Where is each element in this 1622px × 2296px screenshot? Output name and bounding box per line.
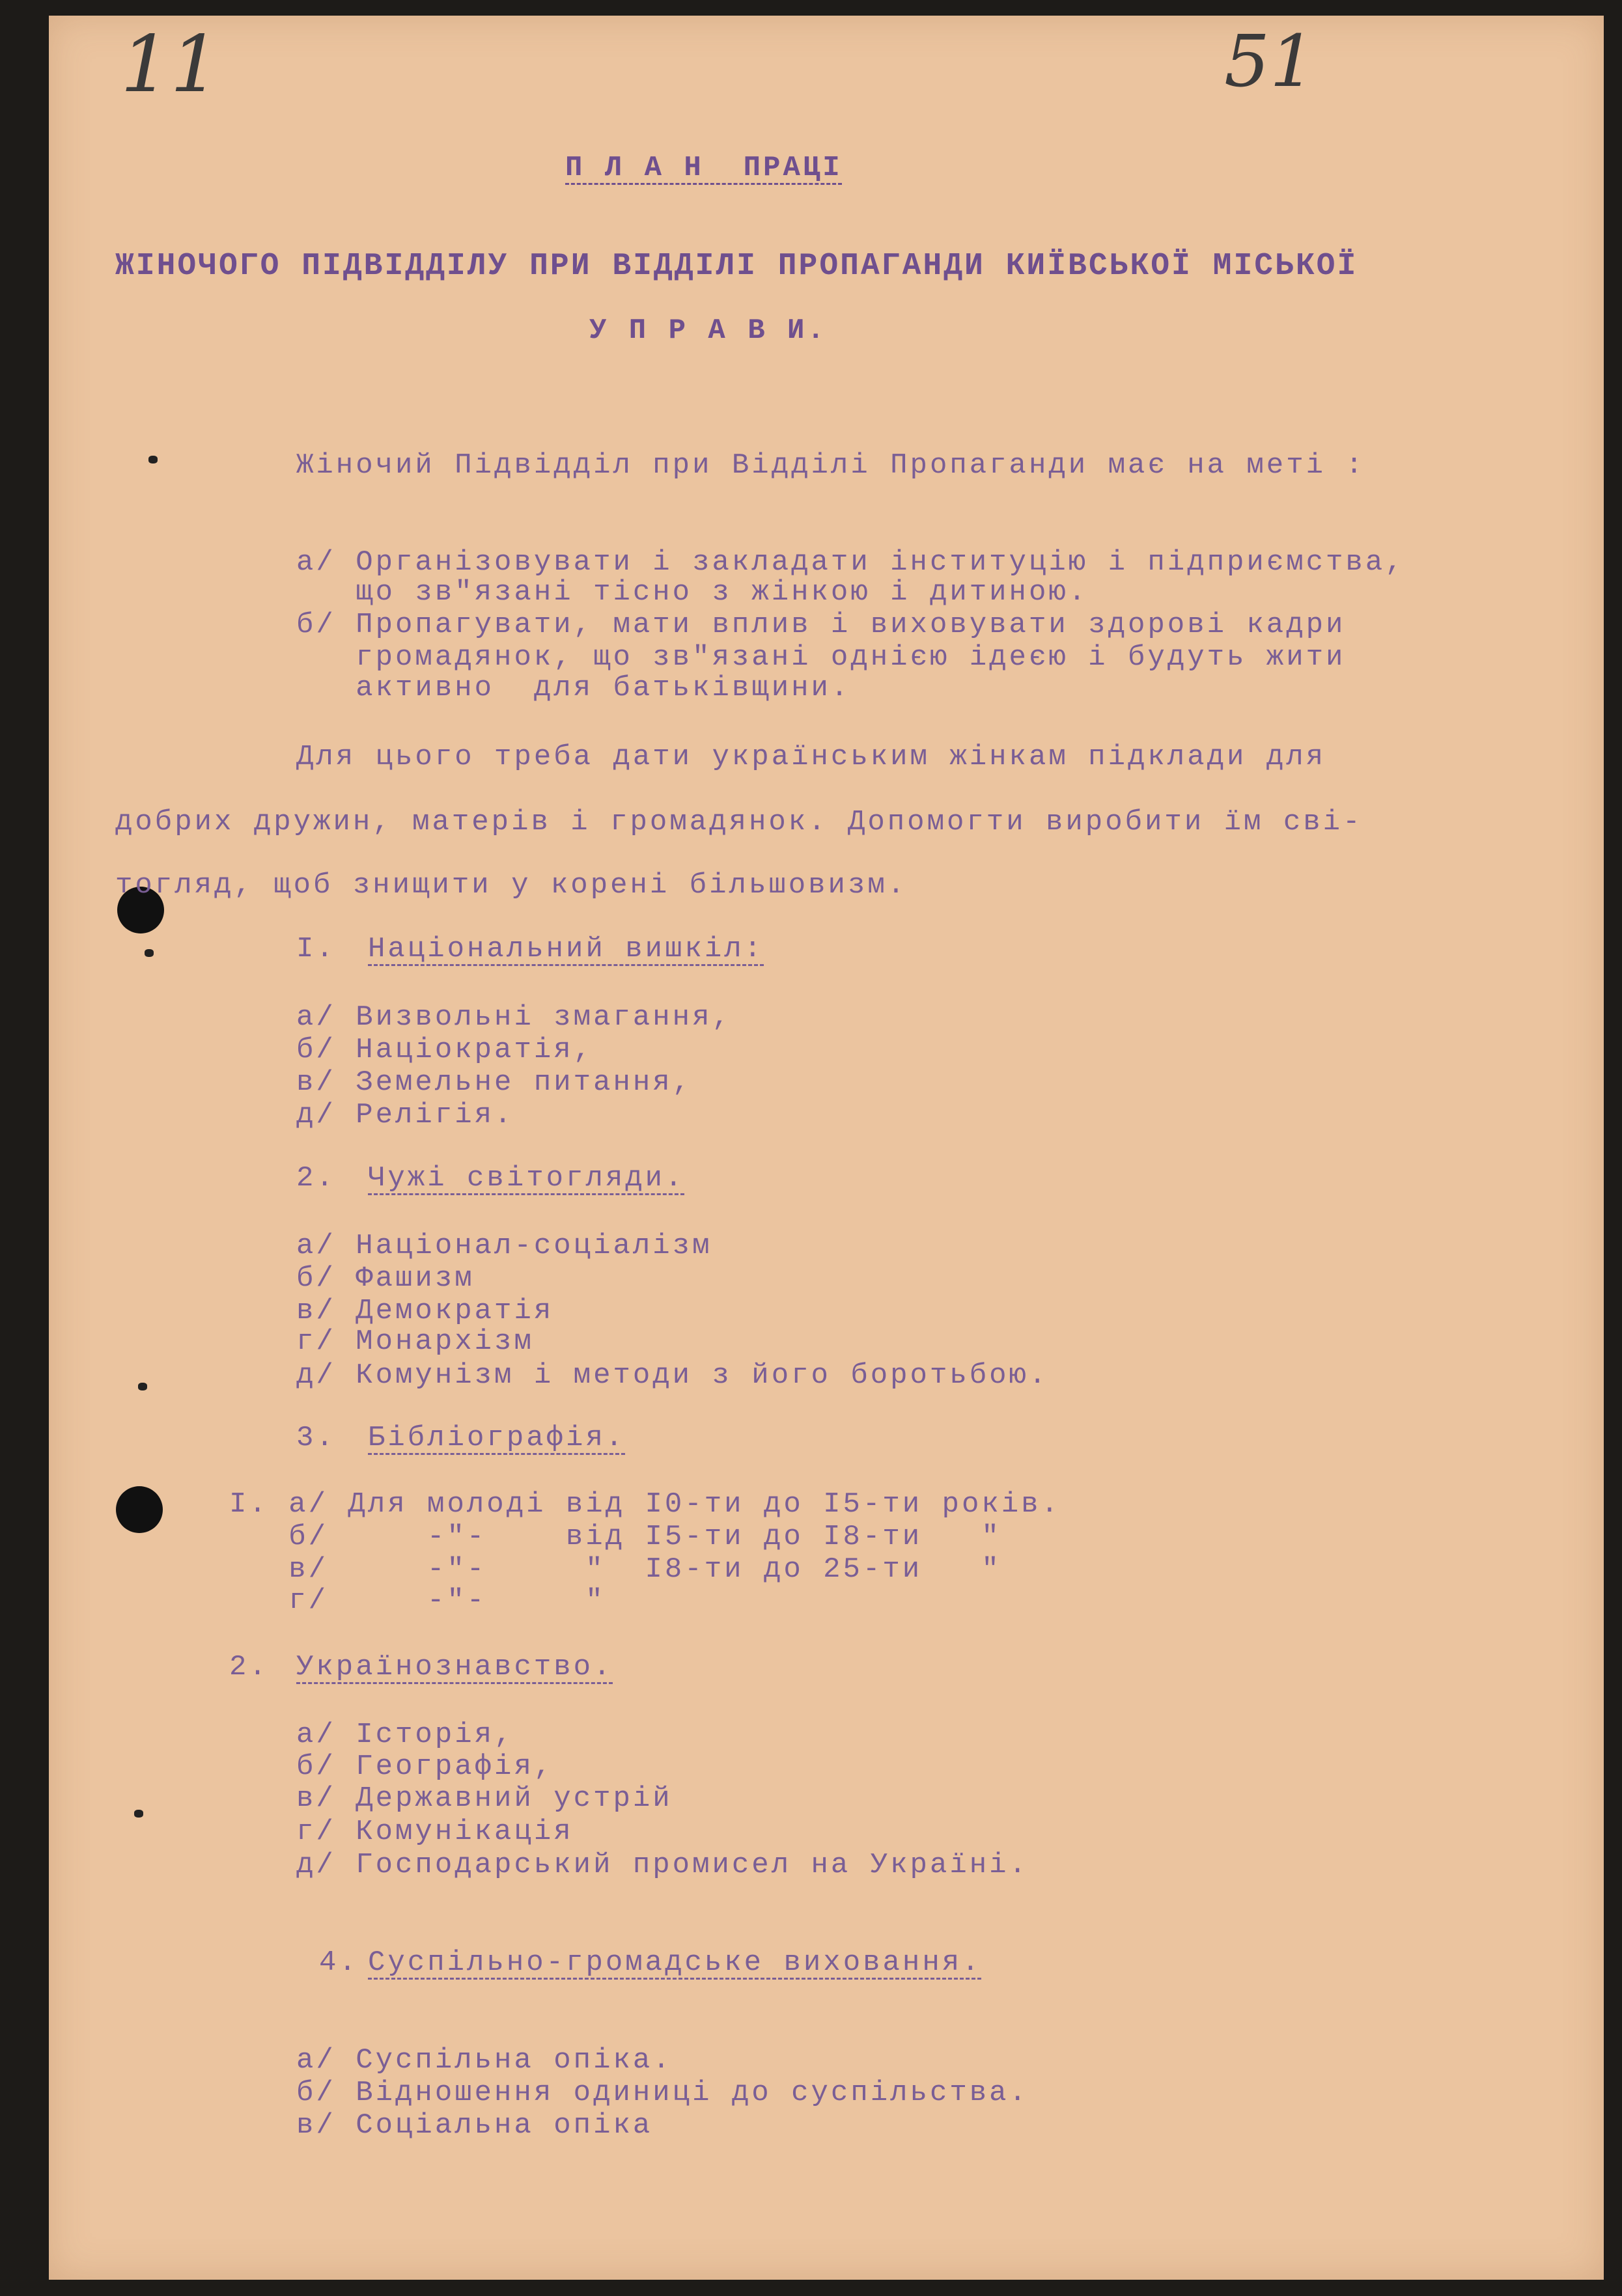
speck [148, 456, 158, 463]
list-item: б/ Відношення одиниці до суспільства. [296, 2077, 1029, 2109]
list-item: б/ Географія, [296, 1750, 554, 1783]
list-item: в/ Соціальна опіка [296, 2109, 653, 2142]
list-item: г/ Монархізм [296, 1325, 534, 1358]
folio-number: 51 [1224, 20, 1315, 103]
aim-line: а/ Організовувати і закладати інституцію і підприємства, [296, 546, 1405, 579]
section-number: I. [296, 933, 336, 965]
document-title: П Л А Н ПРАЦІ [565, 152, 843, 184]
bibliography-line: г/ -"- " [229, 1584, 606, 1617]
section-number: 3. [296, 1422, 336, 1454]
list-item: б/ Фашизм [296, 1262, 475, 1295]
section-heading: Бібліографія. [368, 1422, 626, 1454]
list-item: в/ Демократія [296, 1295, 554, 1327]
section-heading: Чужі світогляди. [368, 1162, 685, 1195]
speck [145, 949, 154, 957]
document-subtitle-line2: У П Р А В И. [589, 314, 827, 347]
list-item: а/ Історія, [296, 1719, 514, 1751]
section-number: 4. [319, 1946, 359, 1979]
bibliography-line: I. а/ Для молоді від I0-ти до I5-ти років. [229, 1488, 1061, 1521]
punch-hole-bottom [116, 1486, 163, 1533]
intro-line: Жіночий Підвідділ при Відділі Пропаганди має на меті : [296, 449, 1365, 482]
list-item: г/ Комунікація [296, 1816, 574, 1848]
paragraph-line: добрих дружин, матерів і громадянок. Допомогти виробити їм сві- [115, 806, 1363, 838]
list-item: а/ Суспільна опіка. [296, 2044, 673, 2077]
list-item: а/ Націонал-соціалізм [296, 1230, 712, 1262]
list-item: д/ Господарський промисел на Україні. [296, 1849, 1029, 1881]
bibliography-line: в/ -"- " I8-ти до 25-ти " [229, 1553, 1001, 1586]
section-number: 2. [229, 1651, 269, 1683]
list-item: д/ Комунізм і методи з його боротьбою. [296, 1359, 1049, 1392]
list-item: а/ Визвольні змагання, [296, 1001, 732, 1034]
paragraph-line: тогляд, щоб знищити у корені більшовизм. [115, 869, 908, 902]
list-item: в/ Земельне питання, [296, 1066, 693, 1099]
document-subtitle: ЖІНОЧОГО ПІДВІДДІЛУ ПРИ ВІДДІЛІ ПРОПАГАНДИ КИЇВСЬКОЇ МІСЬКОЇ [115, 249, 1358, 284]
section-heading: Українознавство. [296, 1651, 613, 1683]
aim-line: активно для батьківщини. [296, 672, 851, 704]
document-page [49, 16, 1604, 2280]
folio-mark-left: 11 [120, 20, 220, 110]
list-item: б/ Націократія, [296, 1034, 594, 1066]
aim-line: громадянок, що зв"язані однією ідеєю і будуть жити [296, 641, 1346, 674]
bibliography-line: б/ -"- від I5-ти до I8-ти " [229, 1521, 1001, 1553]
section-heading: Суспільно-громадське виховання. [368, 1946, 982, 1979]
list-item: д/ Релігія. [296, 1099, 514, 1131]
speck [138, 1383, 147, 1390]
aim-line: що зв"язані тісно з жінкою і дитиною. [296, 576, 1089, 609]
section-number: 2. [296, 1162, 336, 1195]
list-item: в/ Державний устрій [296, 1782, 673, 1815]
section-heading: Національний вишкіл: [368, 933, 764, 965]
aim-line: б/ Пропагувати, мати вплив і виховувати здорові кадри [296, 609, 1346, 641]
paragraph-line: Для цього треба дати українським жінкам підклади для [296, 741, 1326, 773]
speck [134, 1810, 143, 1818]
